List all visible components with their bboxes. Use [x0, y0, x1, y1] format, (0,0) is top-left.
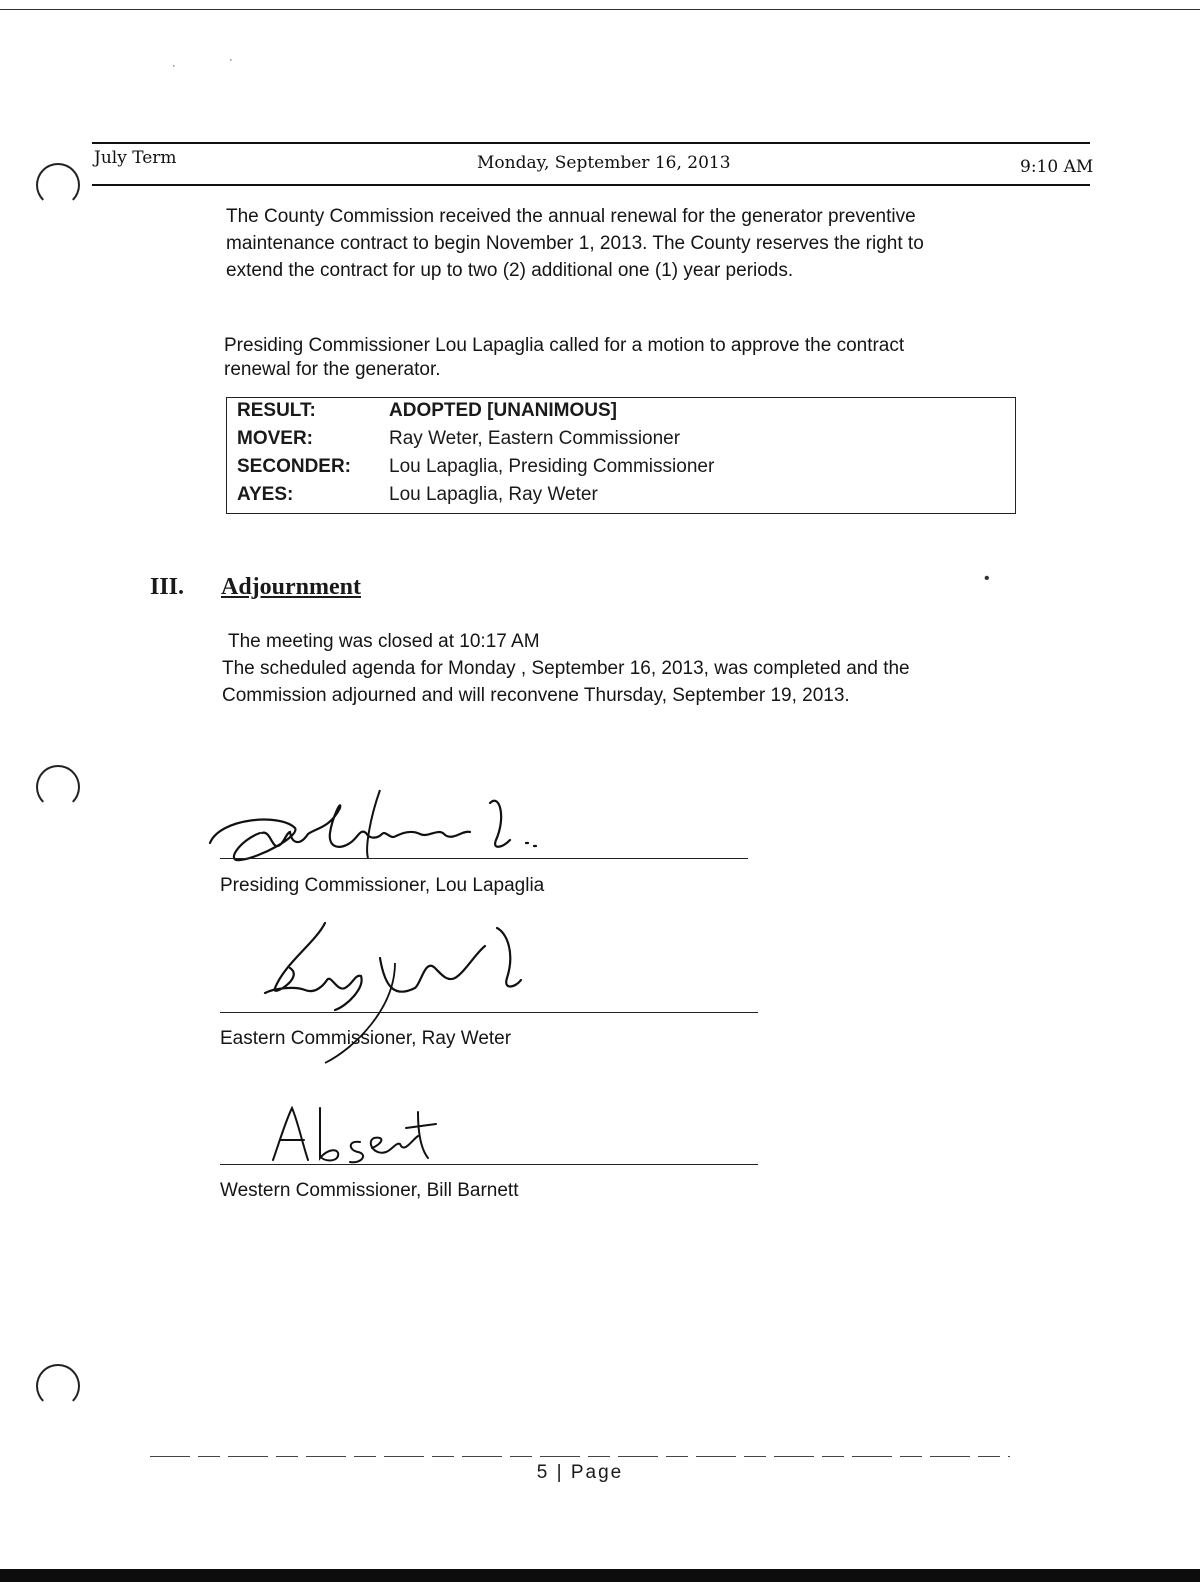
punch-hole — [36, 1364, 80, 1408]
paragraph-line: renewal for the generator. — [224, 359, 441, 380]
vote-value: Lou Lapaglia, Ray Weter — [389, 484, 598, 505]
adjournment-text — [222, 628, 910, 709]
header-rule-bottom — [92, 184, 1090, 186]
paragraph-line: The County Commission received the annual renewal for the generator preventive — [226, 206, 916, 227]
adjournment-line: The scheduled agenda for Monday , September 16, 2013, was completed and the — [222, 658, 910, 679]
punch-hole — [36, 163, 80, 207]
vote-key: AYES: — [237, 484, 294, 505]
paragraph-line: maintenance contract to begin November 1, 2013. The County reserves the right to — [226, 233, 924, 254]
signature-lou-lapaglia — [200, 788, 570, 888]
header-term: July Term — [94, 148, 177, 168]
signature-line — [220, 1012, 758, 1013]
signature-label: Western Commissioner, Bill Barnett — [220, 1180, 519, 1201]
adjournment-line: Commission adjourned and will reconvene Thursday, September 19, 2013. — [222, 685, 850, 706]
signature-label: Eastern Commissioner, Ray Weter — [220, 1028, 512, 1049]
signature-line — [220, 858, 748, 859]
scan-edge-bottom — [0, 1569, 1200, 1582]
scan-speck: · — [229, 54, 233, 66]
signature-absent — [268, 1100, 448, 1170]
vote-key: RESULT: — [237, 400, 316, 421]
header-rule-top — [92, 142, 1090, 144]
vote-value: ADOPTED [UNANIMOUS] — [389, 400, 617, 421]
page-number: 5 | Page — [536, 1462, 624, 1483]
vote-value: Lou Lapaglia, Presiding Commissioner — [389, 456, 715, 477]
section-number: III. — [150, 574, 185, 600]
punch-hole — [36, 765, 80, 809]
signature-line — [220, 1164, 758, 1165]
vote-key: MOVER: — [237, 428, 313, 449]
paragraph-contract — [226, 203, 924, 284]
scan-speck: • — [984, 570, 990, 587]
adjournment-line: The meeting was closed at 10:17 AM — [228, 631, 540, 652]
vote-key: SECONDER: — [237, 456, 352, 477]
scan-edge-top — [0, 9, 1200, 10]
paragraph-line: extend the contract for up to two (2) additional one (1) year periods. — [226, 260, 794, 281]
section-title: Adjournment — [221, 574, 362, 600]
scan-speck: · — [172, 60, 176, 72]
header-time: 9:10 AM — [1020, 157, 1094, 177]
vote-value: Ray Weter, Eastern Commissioner — [389, 428, 681, 449]
vote-result-box — [226, 397, 1016, 514]
signature-label: Presiding Commissioner, Lou Lapaglia — [220, 875, 545, 896]
paragraph-motion — [224, 334, 904, 382]
header-date: Monday, September 16, 2013 — [477, 153, 731, 173]
paragraph-line: Presiding Commissioner Lou Lapaglia called for a motion to approve the contract — [224, 335, 905, 356]
footer-rule — [150, 1456, 1010, 1457]
